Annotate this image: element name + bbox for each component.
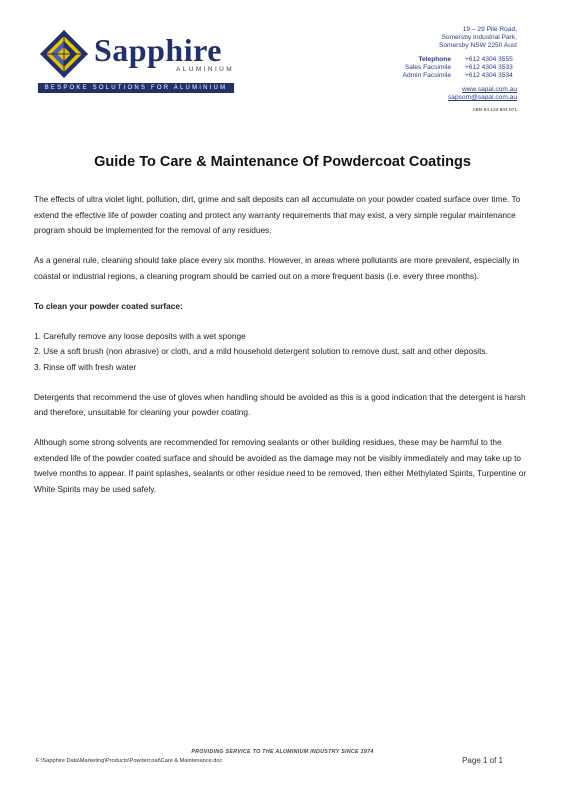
- sapphire-gem-icon: [38, 28, 90, 80]
- phone-label: Admin Facsimile: [402, 72, 451, 80]
- document-title: Guide To Care & Maintenance Of Powdercoat Coatings: [94, 154, 471, 170]
- paragraph-solvents: Although some strong solvents are recommended for removing sealants or other building residues, these may be harmful to the extended life of the powder coated surface and should be avoided as the damage may not be visibly immediately and may take up to twelve months to appear. If paint splashes, sealants or other residue need to be removed, then either Methylated Spirits, Turpentine or White Spirits may be used safely.: [34, 437, 527, 494]
- address-line: Somersby Industrial Park,: [441, 34, 517, 42]
- page-number: Page 1 of 1: [462, 756, 503, 765]
- paragraph-frequency: As a general rule, cleaning should take place every six months. However, in areas where pollutants are more prevalent, especially in coastal or industrial regions, a cleaning program should be carried out on a more frequent basis (i.e. every three months).: [34, 255, 520, 281]
- abn-number: ABN 84 123 804 971: [472, 107, 517, 113]
- cleaning-steps-list: [34, 329, 534, 376]
- phone-number: +612 4304 3534: [465, 72, 513, 80]
- list-item: 1. Carefully remove any loose deposits with a wet sponge: [34, 330, 246, 341]
- list-item: 3. Rinse off with fresh water: [34, 361, 137, 372]
- phone-label: Telephone: [418, 55, 451, 63]
- brand-subtitle: ALUMINIUM: [176, 66, 235, 73]
- paragraph-detergents: Detergents that recommend the use of gloves when handling should be avoided as this is a good indication that the detergent is harsh and therefore, unsuitable for cleaning your powder coating.: [34, 391, 526, 417]
- document-body: [34, 192, 534, 512]
- footer-tagline: PROVIDING SERVICE TO THE ALUMINIUM INDUSTRY SINCE 1974: [191, 749, 374, 755]
- contact-block: [327, 26, 517, 115]
- brand-tagline: BESPOKE SOLUTIONS FOR ALUMINIUM: [38, 83, 234, 93]
- web-links: [327, 86, 517, 102]
- phone-label: Sales Facsimile: [404, 63, 451, 71]
- address-line: 19 – 29 Pile Road,: [462, 26, 517, 33]
- phone-number: +612 4304 3533: [465, 63, 513, 71]
- brand-name: Sapphire: [94, 32, 222, 68]
- paragraph-intro: The effects of ultra violet light, pollution, dirt, grime and salt deposits can all accumulate on your powder coated surface over time. To extend the effective life of powder coating and protect any warranty requirements that may exist, a very simple regular maintenance program should be implemented for the removal of any residues.: [34, 194, 521, 235]
- address-line: Somersby NSW 2250 Aust: [438, 42, 517, 50]
- section-heading: To clean your powder coated surface:: [34, 300, 183, 311]
- phone-number: +612 4304 3555: [465, 55, 513, 63]
- phone-row: [327, 56, 517, 64]
- email-link[interactable]: sapsom@sapal.com.au: [448, 94, 517, 102]
- phone-list: [327, 56, 517, 81]
- website-link[interactable]: www.sapal.com.au: [462, 86, 517, 94]
- company-logo: [38, 28, 234, 96]
- phone-row: [327, 64, 517, 72]
- footer-file-path: F:\Sapphire Data\Marketing\Products\Powdercoat\Care & Maintenance.doc: [36, 758, 223, 764]
- list-item: 2. Use a soft brush (non abrasive) or cloth, and a mild household detergent solution to remove dust, salt and other deposits.: [34, 346, 488, 356]
- phone-row: [327, 72, 517, 80]
